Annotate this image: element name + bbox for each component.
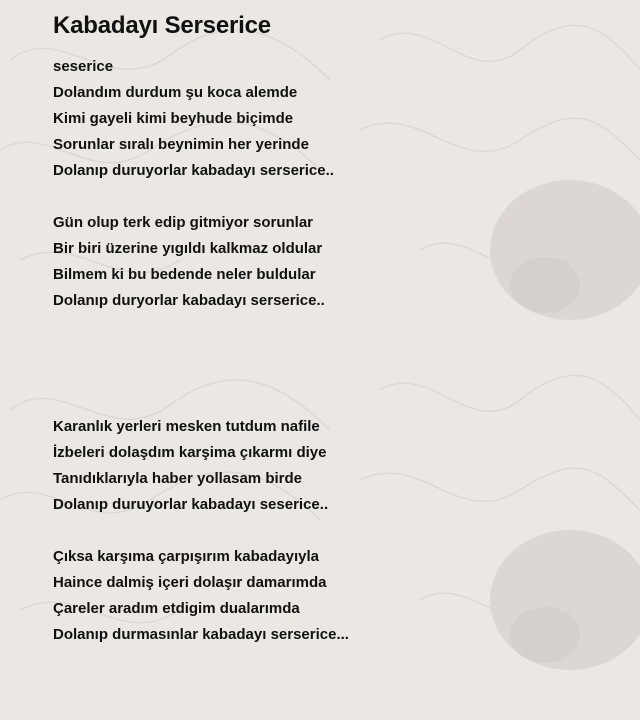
poem-line: Bilmem ki bu bedende neler buldular bbox=[53, 266, 316, 283]
poem-line: Haince dalmiş içeri dolaşır damarımda bbox=[53, 574, 327, 591]
stanza-gap bbox=[53, 314, 613, 414]
poem-line: Gün olup terk edip gitmiyor sorunlar bbox=[53, 214, 314, 231]
poem-line: Dolanıp duruyorlar kabadayı serserice.. bbox=[53, 162, 334, 179]
poem-body bbox=[53, 54, 613, 648]
poem-line: Çareler aradım etdigim dualarımda bbox=[53, 600, 300, 617]
poem-line: Kimi gayeli kimi beyhude biçimde bbox=[53, 110, 294, 127]
poem-line: Sorunlar sıralı beynimin her yerinde bbox=[53, 136, 309, 153]
stanza-gap bbox=[53, 184, 613, 210]
poem-line: İzbeleri dolaşdım karşima çıkarmı diye bbox=[53, 444, 327, 461]
poem-line: Dolandım durdum şu koca alemde bbox=[53, 84, 298, 101]
poem-line: Dolanıp duryorlar kabadayı serserice.. bbox=[53, 292, 325, 309]
poem-container bbox=[53, 10, 613, 648]
poem-title: Kabadayı Serserice bbox=[53, 12, 271, 39]
poem-line: seserice bbox=[53, 58, 114, 75]
poem-line: Karanlık yerleri mesken tutdum nafile bbox=[53, 418, 320, 435]
poem-line: Dolanıp durmasınlar kabadayı serserice... bbox=[53, 626, 349, 643]
poem-line: Bir biri üzerine yıgıldı kalkmaz oldular bbox=[53, 240, 323, 257]
stanza-gap bbox=[53, 518, 613, 544]
poem-line: Dolanıp duruyorlar kabadayı seserice.. bbox=[53, 496, 329, 513]
poem-line: Tanıdıklarıyla haber yollasam birde bbox=[53, 470, 302, 487]
poem-line: Çıksa karşıma çarpışırım kabadayıyla bbox=[53, 548, 320, 565]
